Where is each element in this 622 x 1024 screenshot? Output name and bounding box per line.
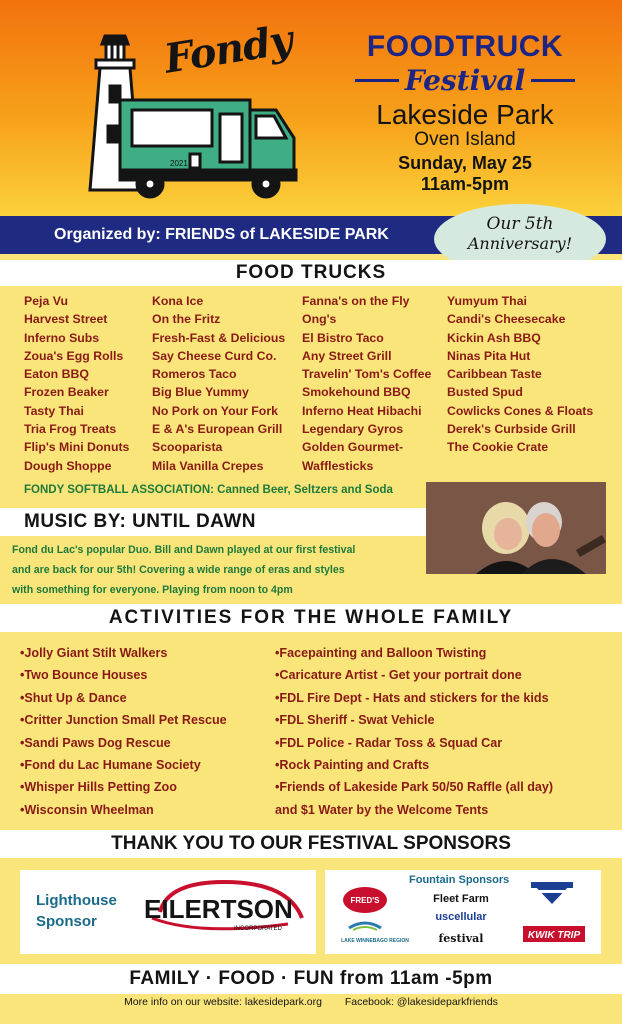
freds-logo bbox=[343, 887, 387, 913]
fountain-sponsor-panel bbox=[325, 870, 601, 954]
activities-right-column bbox=[275, 642, 553, 821]
activities-left-column bbox=[20, 642, 227, 821]
food-truck-item: Flip's Mini Donuts bbox=[24, 440, 130, 455]
lighthouse-label-line: Sponsor bbox=[36, 913, 97, 930]
food-truck-item: Ninas Pita Hut bbox=[447, 348, 531, 363]
fleet-farm-logo: Fleet Farm bbox=[433, 893, 489, 905]
truck-plate: 2021 bbox=[170, 159, 188, 168]
food-truck-item: Scooparista bbox=[152, 440, 223, 455]
activity-item: •Critter Junction Small Pet Rescue bbox=[20, 713, 227, 728]
food-truck-item: On the Fritz bbox=[152, 312, 221, 327]
activity-item: •FDL Fire Dept - Hats and stickers for the kids bbox=[275, 690, 549, 705]
event-date: Sunday, May 25 bbox=[398, 153, 532, 173]
food-truck-item: Yumyum Thai bbox=[447, 294, 527, 308]
activity-item: •Fond du Lac Humane Society bbox=[20, 757, 201, 772]
food-truck-item: Fanna's on the Fly bbox=[302, 294, 410, 308]
lake-winnebago-text: LAKE WINNEBAGO REGION bbox=[341, 938, 409, 944]
venue-location: Oven Island bbox=[414, 129, 516, 150]
food-truck-item: Derek's Curbside Grill bbox=[447, 422, 576, 437]
festival-foods-logo: festival bbox=[438, 932, 484, 945]
food-truck-column-1 bbox=[24, 292, 129, 475]
music-desc-line: with something for everyone. Playing from noon to 4pm bbox=[12, 584, 293, 596]
food-truck-item: El Bistro Taco bbox=[302, 330, 384, 345]
food-truck-column-3 bbox=[302, 292, 431, 475]
food-truck-item: Smokehound BBQ bbox=[302, 385, 411, 400]
activity-item: •Rock Painting and Crafts bbox=[275, 757, 430, 772]
uscellular-logo: uscellular bbox=[435, 911, 487, 923]
band-photo bbox=[426, 482, 606, 574]
softball-association-note: FONDY SOFTBALL ASSOCIATION: Canned Beer, Seltzers and Soda bbox=[24, 484, 393, 496]
fountain-sponsor-logos bbox=[325, 870, 601, 954]
sponsors-heading: THANK YOU TO OUR FESTIVAL SPONSORS bbox=[0, 830, 622, 858]
divider-line bbox=[531, 79, 575, 82]
food-truck-item: Kona Ice bbox=[152, 294, 204, 308]
title-festival: Festival bbox=[404, 64, 526, 97]
food-truck-item: Kickin Ash BBQ bbox=[447, 330, 541, 345]
food-truck-icon bbox=[120, 100, 296, 197]
footer-info bbox=[0, 996, 622, 1008]
eilertson-logo bbox=[138, 878, 308, 942]
food-truck-item: Cowlicks Cones & Floats bbox=[447, 403, 594, 418]
food-truck-item: Eaton BBQ bbox=[24, 367, 89, 382]
food-trucks-heading: FOOD TRUCKS bbox=[0, 260, 622, 286]
lighthouse-sponsor-panel bbox=[20, 870, 316, 954]
food-truck-item: Inferno Heat Hibachi bbox=[302, 403, 422, 418]
food-truck-item: Big Blue Yummy bbox=[152, 385, 249, 400]
music-desc-line: Fond du Lac's popular Duo. Bill and Dawn played at our first festival bbox=[12, 544, 356, 556]
activity-item: •Wisconsin Wheelman bbox=[20, 802, 154, 817]
website-link[interactable]: More info on our website: lakesidepark.org bbox=[124, 996, 322, 1008]
music-description bbox=[12, 540, 424, 600]
activity-item: •FDL Sheriff - Swat Vehicle bbox=[275, 713, 435, 728]
activity-item: •Friends of Lakeside Park 50/50 Raffle (all day) bbox=[275, 780, 554, 795]
food-truck-item: Harvest Street bbox=[24, 312, 108, 327]
food-truck-item: Frozen Beaker bbox=[24, 385, 109, 400]
food-truck-item: Ong's bbox=[302, 312, 337, 327]
festival-header bbox=[0, 0, 622, 216]
fountain-sponsors-title: Fountain Sponsors bbox=[409, 874, 510, 886]
activity-item: •Whisper Hills Petting Zoo bbox=[20, 780, 177, 795]
activity-item: and $1 Water by the Welcome Tents bbox=[275, 802, 489, 817]
food-truck-item: Say Cheese Curd Co. bbox=[152, 348, 277, 363]
activity-item: •Facepainting and Balloon Twisting bbox=[275, 646, 487, 660]
food-truck-item: Travelin' Tom's Coffee bbox=[302, 367, 432, 382]
organizer-text: Organized by: FRIENDS of LAKESIDE PARK bbox=[54, 226, 389, 243]
title-foodtruck: FOODTRUCK bbox=[366, 30, 564, 63]
eilertson-wordmark: EILERTSON bbox=[144, 894, 293, 924]
anniversary-line1: Our 5th bbox=[486, 214, 554, 234]
activity-item: •Shut Up & Dance bbox=[20, 690, 127, 705]
food-truck-column-2 bbox=[152, 292, 285, 475]
activity-item: •FDL Police - Radar Toss & Squad Car bbox=[275, 735, 503, 750]
venue-name: Lakeside Park bbox=[376, 99, 554, 130]
food-truck-item: Tria Frog Treats bbox=[24, 422, 117, 437]
food-truck-item: Candi's Cheesecake bbox=[447, 312, 566, 327]
food-truck-item: No Pork on Your Fork bbox=[152, 403, 278, 418]
food-truck-item: Caribbean Taste bbox=[447, 367, 542, 382]
food-truck-item: Wafflesticks bbox=[302, 458, 374, 473]
activities-heading: ACTIVITIES FOR THE WHOLE FAMILY bbox=[0, 604, 622, 632]
food-truck-item: The Cookie Crate bbox=[447, 440, 549, 455]
food-truck-item: Romeros Taco bbox=[152, 367, 237, 382]
food-truck-item: Busted Spud bbox=[447, 385, 523, 400]
food-truck-item: Golden Gourmet- bbox=[302, 440, 404, 455]
title-festival-row bbox=[312, 64, 618, 97]
event-time: 11am-5pm bbox=[420, 174, 510, 194]
lake-winnebago-logo bbox=[341, 923, 409, 944]
food-truck-item: Inferno Subs bbox=[24, 330, 100, 345]
anniversary-line2: Anniversary! bbox=[467, 234, 573, 253]
kwik-trip-logo: KWIK TRIP bbox=[527, 930, 581, 941]
food-truck-item: Mila Vanilla Crepes bbox=[152, 458, 264, 473]
fondy-brand-word: Fondy bbox=[161, 16, 296, 83]
lighthouse-sponsor-label bbox=[36, 890, 117, 932]
food-truck-item: E & A's European Grill bbox=[152, 422, 283, 437]
activity-item: •Jolly Giant Stilt Walkers bbox=[20, 646, 168, 660]
festival-title-block bbox=[312, 30, 618, 195]
music-heading: MUSIC BY: UNTIL DAWN bbox=[24, 511, 257, 532]
food-truck-item: Dough Shoppe bbox=[24, 458, 112, 473]
activity-item: •Caricature Artist - Get your portrait done bbox=[275, 668, 522, 683]
activity-item: •Two Bounce Houses bbox=[20, 668, 148, 683]
activity-item: •Sandi Paws Dog Rescue bbox=[20, 735, 171, 750]
music-desc-line: and are back for our 5th! Covering a wide range of eras and styles bbox=[12, 564, 345, 576]
eilertson-sub: INCORPORATED bbox=[234, 926, 282, 932]
food-truck-item: Tasty Thai bbox=[24, 403, 84, 418]
food-truck-item: Peja Vu bbox=[24, 294, 68, 308]
facebook-link[interactable]: Facebook: @lakesideparkfriends bbox=[344, 996, 498, 1008]
food-truck-item: Any Street Grill bbox=[302, 348, 392, 363]
lighthouse-label-line: Lighthouse bbox=[36, 892, 117, 909]
divider-line bbox=[355, 79, 399, 82]
food-truck-item: Legendary Gyros bbox=[302, 422, 404, 437]
freds-logo-text: FRED'S bbox=[350, 896, 380, 905]
family-tagline: FAMILY · FOOD · FUN from 11am -5pm bbox=[0, 964, 622, 994]
tti-logo bbox=[531, 882, 573, 904]
food-truck-item: Zoua's Egg Rolls bbox=[24, 348, 124, 363]
food-truck-column-4 bbox=[447, 292, 593, 457]
food-truck-item: Fresh-Fast & Delicious bbox=[152, 330, 286, 345]
